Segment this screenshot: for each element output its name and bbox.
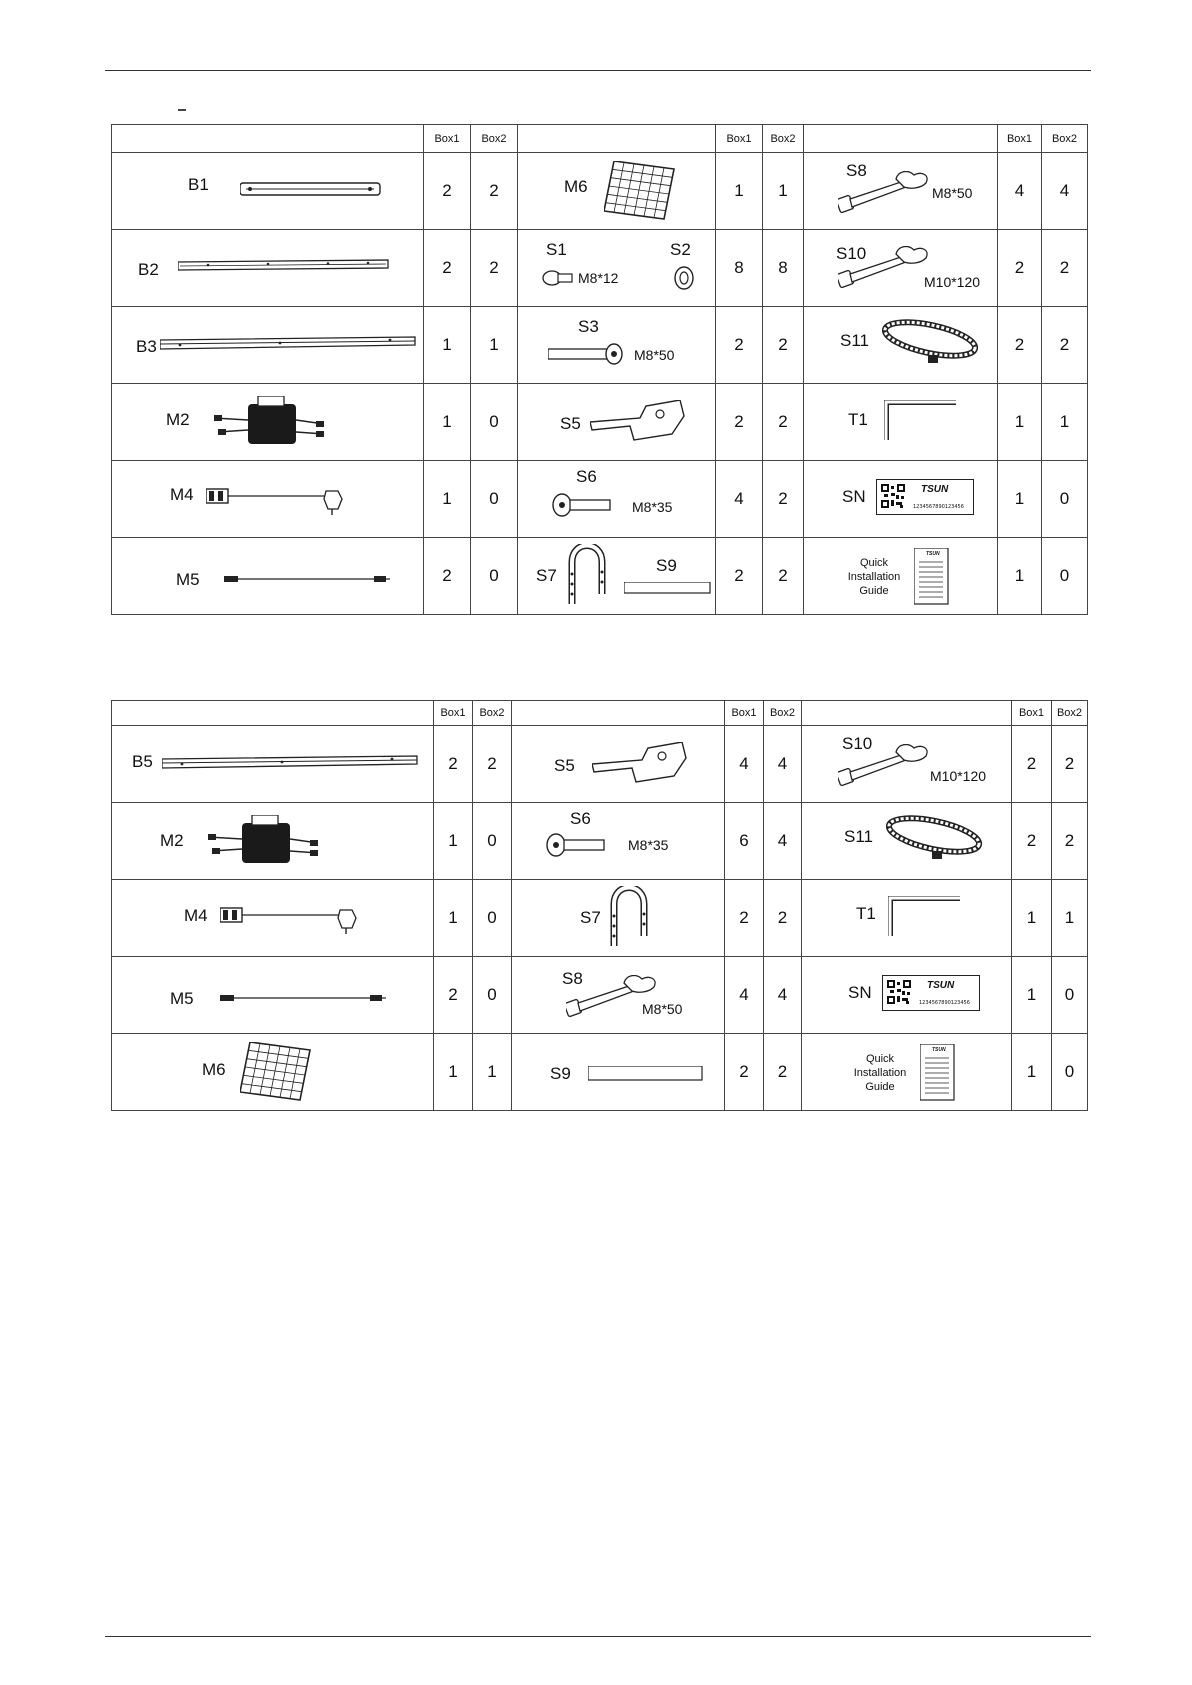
part-cell-s11 (802, 803, 1012, 880)
part-cell-m2 (112, 803, 434, 880)
qty-box2: 2 (1052, 803, 1088, 880)
part-cell-s3 (518, 307, 716, 384)
header-blank (512, 701, 725, 726)
qty-box2: 2 (764, 1034, 802, 1111)
qty-box1: 2 (716, 384, 763, 461)
qty-box1: 1 (424, 384, 471, 461)
part-cell-s10 (802, 726, 1012, 803)
qty-box1: 2 (725, 1034, 764, 1111)
qty-box1: 1 (998, 538, 1042, 615)
part-label: S9 (550, 1064, 571, 1083)
ac-cable-icon (220, 904, 360, 938)
qty-box1: 2 (434, 726, 473, 803)
part-cell-t1 (804, 384, 998, 461)
part-cell-m4 (112, 880, 434, 957)
qty-box2: 1 (1042, 384, 1088, 461)
table-row (112, 384, 1088, 461)
part-size: M8*35 (632, 499, 673, 515)
col-header-box1: Box1 (1012, 701, 1052, 726)
qty-box1: 2 (998, 307, 1042, 384)
part-cell-sn (802, 957, 1012, 1034)
wing-bolt-icon (838, 246, 934, 296)
part-cell-m5 (112, 538, 424, 615)
part-cell-m6 (112, 1034, 434, 1111)
rail-short-icon (240, 179, 382, 199)
part-label-2: S2 (670, 240, 691, 259)
part-cell-b5 (112, 726, 434, 803)
washer-icon (674, 266, 696, 292)
part-label: SN (848, 983, 872, 1002)
u-bracket-icon (566, 544, 610, 608)
qr-code-icon (881, 484, 907, 510)
extension-cable-icon (220, 995, 388, 1003)
qty-box2: 0 (471, 461, 518, 538)
sn-label-icon (882, 975, 980, 1011)
qty-box2: 2 (763, 307, 804, 384)
table-row (112, 957, 1088, 1034)
table-row (112, 230, 1088, 307)
part-label: S7 (580, 908, 601, 927)
qty-box1: 4 (998, 153, 1042, 230)
header-blank (804, 125, 998, 153)
part-label: M4 (170, 485, 194, 504)
qty-box2: 1 (471, 307, 518, 384)
table-row (112, 803, 1088, 880)
footer-rule (105, 1636, 1091, 1637)
col-header-box1: Box1 (424, 125, 471, 153)
part-label: M6 (564, 177, 588, 196)
qty-box2: 0 (471, 384, 518, 461)
guide-line: Quick (865, 1053, 895, 1065)
part-label: S11 (844, 827, 873, 846)
table-row (112, 538, 1088, 615)
part-size: M8*50 (634, 347, 675, 363)
qty-box2: 4 (764, 957, 802, 1034)
part-label: B2 (138, 260, 159, 279)
part-cell-m5 (112, 957, 434, 1034)
qty-box1: 2 (716, 538, 763, 615)
table-row (112, 726, 1088, 803)
qty-box1: 1 (1012, 957, 1052, 1034)
cable-tie-icon (886, 815, 986, 867)
qty-box1: 1 (434, 803, 473, 880)
col-header-box2: Box2 (471, 125, 518, 153)
part-label: M5 (176, 570, 200, 589)
part-label: S1 (546, 240, 567, 259)
qty-box1: 1 (716, 153, 763, 230)
part-cell-m2 (112, 384, 424, 461)
part-cell-s5 (518, 384, 716, 461)
part-cell-s8 (512, 957, 725, 1034)
qty-box1: 2 (424, 230, 471, 307)
brand-text: TSUN (927, 980, 955, 991)
guide-line: Installation (853, 1067, 907, 1079)
part-label: SN (842, 487, 866, 506)
part-cell-guide (804, 538, 998, 615)
brand-text: TSUN (926, 551, 940, 557)
guide-line: Quick (859, 557, 889, 569)
qty-box2: 2 (763, 538, 804, 615)
part-cell-b3 (112, 307, 424, 384)
qty-box1: 2 (434, 957, 473, 1034)
qty-box2: 2 (1042, 230, 1088, 307)
qty-box2: 1 (1052, 880, 1088, 957)
qty-box1: 1 (424, 307, 471, 384)
part-label: M4 (184, 906, 208, 925)
table-row (112, 461, 1088, 538)
header-rule (105, 70, 1091, 71)
part-label: B1 (188, 175, 209, 194)
brand-text: TSUN (932, 1047, 946, 1053)
qty-box1: 1 (998, 461, 1042, 538)
rail-long-icon (162, 754, 426, 774)
part-cell-guide (802, 1034, 1012, 1111)
serial-text: 1234567890123456 (913, 504, 964, 510)
qty-box2: 2 (1042, 307, 1088, 384)
sn-label-icon (876, 479, 974, 515)
microinverter-icon (214, 396, 326, 448)
qty-box1: 1 (998, 384, 1042, 461)
strip-icon (588, 1066, 704, 1082)
hex-key-icon (884, 400, 960, 444)
part-size: M10*120 (930, 768, 987, 784)
col-header-box2: Box2 (1042, 125, 1088, 153)
qty-box1: 2 (998, 230, 1042, 307)
part-cell-b1 (112, 153, 424, 230)
part-label: S7 (536, 566, 557, 585)
serial-text: 1234567890123456 (919, 1000, 970, 1006)
ac-cable-icon (206, 485, 346, 519)
rail-channel-icon (160, 335, 418, 353)
part-cell-s9 (512, 1034, 725, 1111)
part-label: S8 (562, 969, 583, 988)
col-header-box2: Box2 (764, 701, 802, 726)
qr-code-icon (887, 980, 913, 1006)
rail-long-icon (178, 256, 392, 276)
qty-box1: 4 (716, 461, 763, 538)
qty-box2: 2 (763, 384, 804, 461)
col-header-box2: Box2 (1052, 701, 1088, 726)
part-cell-t1 (802, 880, 1012, 957)
qty-box2: 0 (1042, 538, 1088, 615)
bolt-short-icon (546, 833, 608, 859)
part-cell-s6 (512, 803, 725, 880)
solar-panel-icon (240, 1042, 314, 1104)
qty-box2: 1 (763, 153, 804, 230)
qty-box2: 0 (473, 880, 512, 957)
part-cell-b2 (112, 230, 424, 307)
qty-box1: 6 (725, 803, 764, 880)
part-label: M6 (202, 1060, 226, 1079)
part-size: M8*50 (932, 185, 973, 201)
qty-box1: 2 (424, 153, 471, 230)
part-label: M2 (166, 410, 190, 429)
qty-box1: 2 (1012, 726, 1052, 803)
qty-box2: 2 (471, 230, 518, 307)
part-label: S10 (842, 734, 873, 753)
col-header-box1: Box1 (434, 701, 473, 726)
part-size: M10*120 (924, 274, 981, 290)
solar-panel-icon (604, 161, 678, 223)
part-label-2: S9 (656, 556, 677, 575)
part-cell-s5 (512, 726, 725, 803)
qty-box2: 0 (473, 803, 512, 880)
qty-box2: 2 (763, 461, 804, 538)
qty-box1: 4 (725, 726, 764, 803)
part-cell-s6 (518, 461, 716, 538)
col-header-box2: Box2 (473, 701, 512, 726)
table-row (112, 153, 1088, 230)
part-cell-s1-s2 (518, 230, 716, 307)
part-label: S11 (840, 331, 869, 350)
header-blank (112, 701, 434, 726)
part-cell-s8 (804, 153, 998, 230)
part-label: B3 (136, 337, 157, 356)
part-label: T1 (856, 904, 876, 923)
qty-box2: 0 (1052, 1034, 1088, 1111)
qty-box1: 2 (424, 538, 471, 615)
guide-line: Guide (865, 1081, 895, 1093)
qty-box2: 4 (1042, 153, 1088, 230)
u-bracket-icon (608, 886, 652, 950)
qty-box1: 1 (1012, 880, 1052, 957)
part-label: B5 (132, 752, 153, 771)
qty-box1: 2 (716, 307, 763, 384)
part-label: M5 (170, 989, 194, 1008)
guide-line: Guide (859, 585, 889, 597)
qty-box2: 2 (1052, 726, 1088, 803)
qty-box1: 8 (716, 230, 763, 307)
part-label: S5 (560, 414, 581, 433)
qty-box2: 8 (763, 230, 804, 307)
qty-box1: 2 (725, 880, 764, 957)
qty-box2: 4 (764, 803, 802, 880)
part-size: M8*12 (578, 270, 619, 286)
part-cell-m4 (112, 461, 424, 538)
table-row (112, 880, 1088, 957)
col-header-box1: Box1 (725, 701, 764, 726)
qty-box2: 0 (473, 957, 512, 1034)
part-label: S6 (576, 467, 597, 486)
header-blank (802, 701, 1012, 726)
header-blank (112, 125, 424, 153)
qty-box2: 4 (764, 726, 802, 803)
qty-box1: 1 (1012, 1034, 1052, 1111)
qty-box1: 1 (424, 461, 471, 538)
brand-text: TSUN (921, 484, 949, 495)
part-size: M8*50 (642, 1001, 683, 1017)
part-cell-s7-s9 (518, 538, 716, 615)
part-size: M8*35 (628, 837, 669, 853)
hex-key-icon (888, 896, 964, 940)
qty-box2: 0 (1052, 957, 1088, 1034)
qty-box1: 4 (725, 957, 764, 1034)
guide-title (842, 1052, 918, 1094)
part-label: S8 (846, 161, 867, 180)
qty-box2: 1 (473, 1034, 512, 1111)
bolt-short-icon (552, 493, 614, 519)
header-blank (518, 125, 716, 153)
part-label: T1 (848, 410, 868, 429)
qty-box2: 2 (471, 153, 518, 230)
col-header-box1: Box1 (716, 125, 763, 153)
strip-icon (624, 582, 712, 596)
part-label: M2 (160, 831, 184, 850)
table-header-row (112, 701, 1088, 726)
wing-bolt-icon (838, 744, 934, 794)
col-header-box2: Box2 (763, 125, 804, 153)
header-mark (178, 109, 186, 111)
part-cell-s7 (512, 880, 725, 957)
parts-table-2 (111, 700, 1088, 1111)
part-label: S10 (836, 244, 867, 263)
parts-table-1 (111, 124, 1088, 615)
qty-box1: 1 (434, 880, 473, 957)
part-cell-m6 (518, 153, 716, 230)
hook-bracket-icon (592, 742, 690, 786)
cable-tie-icon (882, 319, 982, 371)
part-cell-sn (804, 461, 998, 538)
extension-cable-icon (224, 576, 392, 584)
qty-box2: 2 (764, 880, 802, 957)
wing-bolt-icon (566, 975, 662, 1025)
part-cell-s11 (804, 307, 998, 384)
guide-title (836, 556, 912, 598)
qty-box2: 0 (1042, 461, 1088, 538)
hook-bracket-icon (590, 400, 688, 444)
col-header-box1: Box1 (998, 125, 1042, 153)
qty-box2: 2 (473, 726, 512, 803)
part-label: S6 (570, 809, 591, 828)
table-row (112, 307, 1088, 384)
part-label: S5 (554, 756, 575, 775)
part-label: S3 (578, 317, 599, 336)
qty-box1: 1 (434, 1034, 473, 1111)
part-cell-s10 (804, 230, 998, 307)
qty-box1: 2 (1012, 803, 1052, 880)
bolt-icon (542, 268, 576, 292)
microinverter-icon (208, 815, 320, 867)
table-header-row (112, 125, 1088, 153)
bolt-long-icon (548, 343, 626, 367)
qty-box2: 0 (471, 538, 518, 615)
guide-line: Installation (847, 571, 901, 583)
wing-bolt-icon (838, 171, 934, 221)
table-row (112, 1034, 1088, 1111)
